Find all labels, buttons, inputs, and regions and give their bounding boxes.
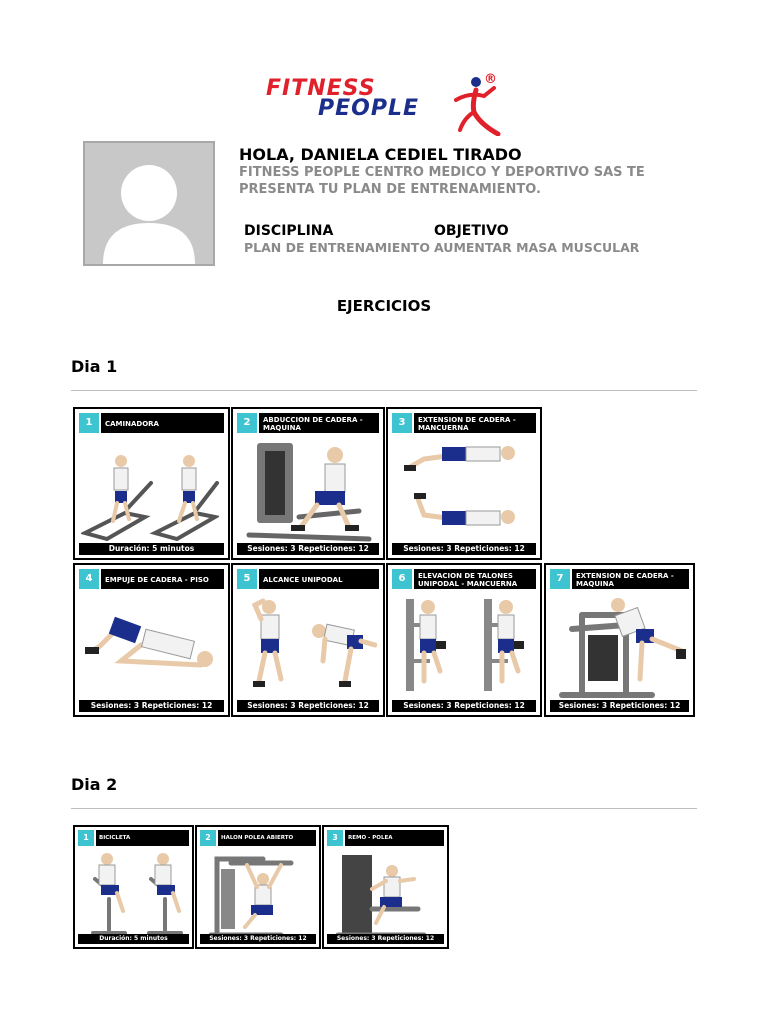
exercise-name: ELEVACION DE TALONES UNIPODAL - MANCUERNA [414,569,536,589]
objective-label: OBJETIVO [434,223,509,239]
exercise-number: 7 [550,569,570,589]
exercise-prescription: Sesiones: 3 Repeticiones: 12 [237,543,379,555]
exercise-prescription: Sesiones: 3 Repeticiones: 12 [200,934,316,944]
hip-extension-machine-icon [552,595,690,703]
exercise-number: 5 [237,569,257,589]
treadmill-icon [81,439,219,547]
greeting-title: HOLA, DANIELA CEDIEL TIRADO [239,145,522,164]
runner-logo-icon [450,74,502,136]
exercise-number: 2 [200,830,216,846]
company-intro: FITNESS PEOPLE CENTRO MEDICO Y DEPORTIVO SAS TE PRESENTA TU PLAN DE ENTRENAMIENTO. [239,165,645,197]
day-1-title: Dia 1 [71,357,118,376]
day-2-title: Dia 2 [71,775,118,794]
exercise-card[interactable] [231,563,385,717]
exercise-name: HALON POLEA ABIERTO [218,830,316,846]
exercise-name: BICICLETA [96,830,189,846]
exercise-prescription: Duración: 5 minutos [79,543,224,555]
exercise-number: 1 [78,830,94,846]
exercise-name: REMO - POLEA [345,830,444,846]
exercise-number: 2 [237,413,257,433]
exercise-prescription: Sesiones: 3 Repeticiones: 12 [237,700,379,712]
exercise-prescription: Sesiones: 3 Repeticiones: 12 [392,700,536,712]
section-title: EJERCICIOS [336,297,432,315]
exercise-number: 3 [327,830,343,846]
exercise-number: 4 [79,569,99,589]
exercise-name: ALCANCE UNIPODAL [259,569,379,589]
objective-value: AUMENTAR MASA MUSCULAR [434,240,640,255]
logo-line-1: FITNESS [266,76,376,101]
registered-mark: ® [484,72,498,87]
exercise-card[interactable] [386,407,542,560]
user-silhouette-icon [85,143,213,264]
discipline-value: PLAN DE ENTRENAMIENTO [244,240,430,255]
exercise-prescription: Sesiones: 3 Repeticiones: 12 [550,700,689,712]
exercise-number: 3 [392,413,412,433]
exercise-name: EXTENSION DE CADERA - MAQUINA [572,569,689,589]
exercise-prescription: Duración: 5 minutos [78,934,189,944]
hip-thrust-floor-icon [81,595,219,703]
exercise-card[interactable] [73,563,230,717]
calf-raise-icon [394,595,532,703]
exercise-card[interactable] [195,825,321,949]
exercise-prescription: Sesiones: 3 Repeticiones: 12 [79,700,224,712]
exercise-card[interactable] [73,825,194,949]
day-1-divider [71,390,697,391]
exercise-prescription: Sesiones: 3 Repeticiones: 12 [392,543,536,555]
avatar [83,141,215,266]
hip-abduction-machine-icon [239,439,377,547]
discipline-label: DISCIPLINA [244,223,334,239]
logo-line-2: PEOPLE [318,96,420,121]
exercise-name: CAMINADORA [101,413,224,433]
exercise-card[interactable] [231,407,385,560]
exercise-card[interactable] [386,563,542,717]
exercise-card[interactable] [544,563,695,717]
single-leg-reach-icon [239,595,377,703]
exercise-card[interactable] [73,407,230,560]
exercise-card[interactable] [322,825,449,949]
stationary-bike-icon [79,849,191,941]
exercise-name: ABDUCCION DE CADERA - MAQUINA [259,413,379,433]
cable-row-icon [328,849,440,941]
exercise-name: EXTENSION DE CADERA - MANCUERNA [414,413,536,433]
exercise-prescription: Sesiones: 3 Repeticiones: 12 [327,934,444,944]
fitness-people-logo [262,72,508,138]
day-2-divider [71,808,697,809]
exercise-number: 1 [79,413,99,433]
exercise-number: 6 [392,569,412,589]
lat-pulldown-icon [201,849,313,941]
hip-extension-dumbbell-icon [394,439,532,547]
exercise-name: EMPUJE DE CADERA - PISO [101,569,224,589]
